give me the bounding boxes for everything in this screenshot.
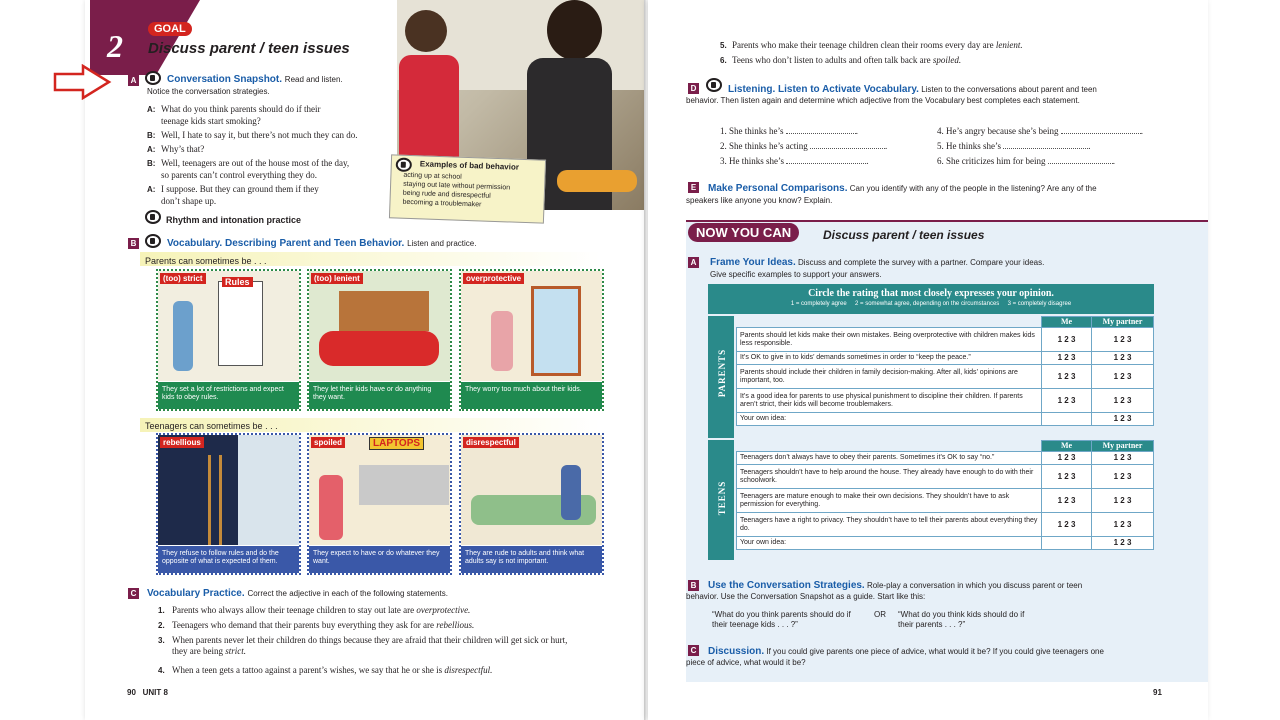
- tag-spoiled: spoiled: [311, 437, 345, 448]
- strategies-label: B: [688, 580, 699, 591]
- caption-strict: They set a lot of restrictions and expect kids to obey rules.: [158, 382, 299, 409]
- section-a-rest: Read and listen.: [284, 75, 343, 84]
- lesson-number: 2: [107, 28, 123, 64]
- bad-behavior-callout: [389, 154, 546, 223]
- rating-partner[interactable]: 1 2 3: [1092, 452, 1154, 465]
- section-e-text: Make Personal Comparisons. Can you identify with any of the people in the listening? Are any of the speakers like anyone you know? Explain.: [686, 183, 1097, 205]
- answer-blank[interactable]: [786, 163, 866, 164]
- caption-disrespectful: They are rude to adults and think what adults say is not important.: [461, 546, 602, 573]
- tag-rebellious: rebellious: [160, 437, 204, 448]
- rating-partner[interactable]: 1 2 3: [1092, 489, 1154, 513]
- rating-partner[interactable]: 1 2 3: [1092, 365, 1154, 389]
- caption-overprotective: They worry too much about their kids.: [461, 382, 602, 409]
- rating-partner[interactable]: 1 2 3: [1092, 352, 1154, 365]
- section-c-label: C: [128, 588, 139, 599]
- vocab-card-strict: Rules (too) strict They set a lot of restrictions and expect kids to obey rules.: [156, 269, 301, 411]
- survey-row: Teenagers are mature enough to make their own decisions. They shouldn’t have to ask permission for everything. 1 2 3 1 2 3: [737, 489, 1154, 513]
- rating-partner[interactable]: 1 2 3: [1092, 413, 1154, 426]
- section-b-label: B: [128, 238, 139, 249]
- starter-kids: “What do you think kids should do if their parents . . . ?”: [898, 610, 1025, 629]
- survey-row: It’s a good idea for parents to use physical punishment to discipline their children. If parents aren’t strict, their kids will become troublemakers. 1 2 3 1 2 3: [737, 389, 1154, 413]
- survey-row: Parents should include their children in family decision-making. After all, kids’ opinions are important, too. 1 2 3 1 2 3: [737, 365, 1154, 389]
- audio-icon[interactable]: [145, 234, 161, 248]
- conversation-snapshot: A: What do you think parents should do if their teenage kids start smoking? B: Well, I hate to say it, but there’s not much they can do. A: Why’s that? B: Well, teenagers are out of the house most of the day, so parents can’t control everything they do. A: I suppose. But they can ground them if they don’t shape up.: [147, 104, 358, 206]
- page-footer-left: 90 UNIT 8: [127, 688, 168, 697]
- teens-heading: Teenagers can sometimes be . . .: [145, 421, 278, 431]
- section-a-title: Conversation Snapshot.: [167, 74, 283, 85]
- caption-rebellious: They refuse to follow rules and do the opposite of what is expected of them.: [158, 546, 299, 573]
- listening-item: 6. She criticizes him for being .: [937, 156, 1115, 166]
- survey-row: Your own idea: 1 2 3: [737, 413, 1154, 426]
- frame-title: Frame Your Ideas.: [710, 257, 796, 268]
- callout-item: staying out late without permission: [403, 180, 511, 192]
- right-page: 5. Parents who make their teenage children clean their rooms every day are lenient. 6. Teens who don’t listen to adults and often talk back are spoiled. D Listening. Listen to Activate Vocabulary. Listen to the conversations about parent and teen behavior. Then listen again and determine which adjective from the Vocabulary best completes each statement. 1. She thinks he’s . 2. She thinks he’s acting . 3. He thinks she’s . 4. He’s angry because she’s being . 5. He thinks she’s . 6. She criticizes him for being . E Make Personal Comparisons. Can you identify with any of the people in the listening? Are any of the speakers like anyone you know? Explain. NOW YOU CAN Discuss parent / teen issues A Frame Your Ideas. Discuss and complete the survey with a partner. Compare your ideas. Give specific examples to support your answers. Circle the rating that most closely expresses your opinion. 1 = completely agree 2 = somewhat agree, depending on the circumstances 3 = completely disagree PARENTS Me My partner Parents should let kids make their own mistakes. Being overprotective with children makes kids less responsible. 1 2 3 1 2 3 It’s OK to give in to kids’ demands sometimes in order to “keep the peace.” 1 2 3 1 2 3 Parents should include their children in family decision-making. After all, kids’ opinions are important, too. 1 2 3 1 2 3 It’s a good idea for parents to use physical punishment to discipline their children. If parents aren’t strict, their kids will become troublemakers. 1 2 3 1 2 3 Your own idea: 1 2 3 TEENS Me My partner Teenagers don’t always have to obey their parents. Sometimes it’s OK to say “no.” 1 2 3 1 2 3 Teenagers shouldn’t have to help around the house. They already have enough to do with their schoolwork. 1 2 3 1 2 3 Teenagers are mature enough to make their own decisions. They shouldn’t have to ask permission for everything. 1 2 3 1 2 3 Teenagers have a right to privacy. They shouldn’t have to tell their parents about everything they do. 1 2 3 1 2 3 Your own idea: 1 2 3 B Use the Conversation Strategies. Role-play a conversation in which you discuss parent or teen behavior. Use the Conversation Snapshot as a guide. Start like this: “What do you think parents should do if their teenage kids . . . ?” OR “What do you think kids should do if their parents . . . ?” C Discussion. If you could give parents one piece of advice, what would it be? If you could give teenagers one piece of advice, what would it be? 91: [648, 0, 1208, 720]
- callout-item: becoming a troublemaker: [402, 198, 482, 209]
- rating-me[interactable]: 1 2 3: [1042, 452, 1092, 465]
- rating-partner[interactable]: 1 2 3: [1092, 389, 1154, 413]
- section-d-label: D: [688, 83, 699, 94]
- rating-partner[interactable]: 1 2 3: [1092, 537, 1154, 550]
- survey-row: Teenagers have a right to privacy. They shouldn’t have to tell their parents about everything they do. 1 2 3 1 2 3: [737, 513, 1154, 537]
- answer-blank[interactable]: [1061, 133, 1141, 134]
- starter-or: OR: [874, 610, 886, 619]
- rating-partner[interactable]: 1 2 3: [1092, 328, 1154, 352]
- vocab-card-overprotective: [459, 269, 604, 411]
- tag-disrespectful: disrespectful: [463, 437, 519, 448]
- survey-row: Teenagers shouldn’t have to help around the house. They already have enough to do with their schoolwork. 1 2 3 1 2 3: [737, 465, 1154, 489]
- section-e-label: E: [688, 182, 699, 193]
- parents-heading: Parents can sometimes be . . .: [145, 256, 267, 266]
- caption-lenient: They let their kids have or do anything they want.: [309, 382, 450, 409]
- rating-me-blank[interactable]: [1042, 413, 1092, 426]
- rating-me[interactable]: 1 2 3: [1042, 352, 1092, 365]
- tag-overprotective: overprotective: [463, 273, 524, 284]
- vocab-card-spoiled: LAPTOPS spoiled They expect to have or do whatever they want.: [307, 433, 452, 575]
- rating-me[interactable]: 1 2 3: [1042, 513, 1092, 537]
- listening-item: 1. She thinks he’s .: [720, 126, 859, 136]
- tag-lenient: (too) lenient: [311, 273, 363, 284]
- callout-item: acting up at school: [403, 171, 462, 181]
- listening-item: 3. He thinks she’s .: [720, 156, 869, 166]
- rating-partner[interactable]: 1 2 3: [1092, 465, 1154, 489]
- rating-partner[interactable]: 1 2 3: [1092, 513, 1154, 537]
- practice-list: 1. Parents who always allow their teenage children to stay out late are overprotective. 2. Teenagers who demand that their parents buy everything they ask for are rebellious. 3. When parents never let their children do things because they are afraid that their children will get sick or hurt, they are being strict. 4. When a teen gets a tattoo against a parent’s wishes, we say that he or she is disrespectful.: [158, 605, 568, 675]
- starter-parents: “What do you think parents should do if their teenage kids . . . ?”: [712, 610, 851, 629]
- frame-sub: Give specific examples to support your answers.: [710, 270, 882, 279]
- vocab-card-disrespectful: [459, 433, 604, 575]
- now-you-can-title: Discuss parent / teen issues: [823, 228, 985, 242]
- tag-strict: (too) strict: [160, 273, 206, 284]
- answer-blank[interactable]: [1048, 163, 1113, 164]
- answer-blank[interactable]: [810, 148, 885, 149]
- section-a-label: A: [128, 75, 139, 86]
- listening-item: 5. He thinks she’s .: [937, 141, 1091, 151]
- section-b-title: Vocabulary. Describing Parent and Teen Behavior.: [167, 238, 405, 249]
- teens-side-label: TEENS: [717, 480, 727, 516]
- left-page: 2 GOAL Discuss parent / teen issues Examples of bad behavior acting up at school staying out late without permission being rude and disrespectful becoming a troublemaker A Conversation Snapshot. Read and listen. Notice the conversation strategies. A: What do you think parents should do if their teenage kids start smoking? B: Well, I hate to say it, but there’s not much they can do. A: Why’s that? B: Well, teenagers are out of the house most of the day, so parents can’t control everything they do. A: I suppose. But they can ground them if they don’t shape up. Rhythm and intonation practice B Vocabulary. Describing Parent and Teen Behavior. Listen and practice. Parents can sometimes be . . . Rules (too) strict They set a lot of restrictions and expect kids to obey rules. (too) lenient They let their kids have or do anything they want. overprotective They worry too much about their kids. Teenagers can sometimes be . . . rebellious They refuse to follow rules and do the opposite of what is expected of them. LAPTOPS spoiled They expect to have or do whatever they want. disrespectful They are rude to adults and think what adults say is not important. C Vocabulary Practice. Correct the adjective in each of the following statements. 1. Parents who always allow their teenage children to stay out late are overprotective. 2. Teenagers who demand that their parents buy everything they ask for are rebellious. 3. When parents never let their children do things because they are afraid that their children will get sick or hurt, they are being strict. 4. When a teen gets a tattoo against a parent’s wishes, we say that he or she is disrespectful. 90 UNIT 8: [85, 0, 645, 720]
- discussion-text: Discussion. If you could give parents one piece of advice, what would it be? If you could give teenagers one piece of advice, what would it be?: [686, 646, 1104, 667]
- now-you-can-badge: NOW YOU CAN: [688, 223, 799, 242]
- vocab-card-rebellious: [156, 433, 301, 575]
- survey-row: Teenagers don’t always have to obey their parents. Sometimes it’s OK to say “no.” 1 2 3 1 2 3: [737, 452, 1154, 465]
- strategies-text: Use the Conversation Strategies. Role-play a conversation in which you discuss parent or teen behavior. Use the Conversation Snapshot as a guide. Start like this:: [686, 580, 1083, 601]
- answer-blank[interactable]: [1003, 148, 1088, 149]
- answer-blank[interactable]: [786, 133, 856, 134]
- caption-spoiled: They expect to have or do whatever they want.: [309, 546, 450, 573]
- audio-icon[interactable]: [145, 71, 161, 85]
- discussion-label: C: [688, 645, 699, 656]
- listening-item: 4. He’s angry because she’s being .: [937, 126, 1143, 136]
- page-footer-right: 91: [1153, 688, 1162, 697]
- survey-header: Circle the rating that most closely expresses your opinion. 1 = completely agree 2 = somewhat agree, depending on the circumstances 3 = completely disagree: [708, 284, 1154, 314]
- rating-me[interactable]: 1 2 3: [1042, 389, 1092, 413]
- vocab-card-lenient: [307, 269, 452, 411]
- callout-item: being rude and disrespectful: [402, 189, 491, 200]
- audio-icon[interactable]: [145, 210, 161, 224]
- survey-row: Parents should let kids make their own mistakes. Being overprotective with children makes kids less responsible. 1 2 3 1 2 3: [737, 328, 1154, 352]
- section-d-text: Listening. Listen to Activate Vocabulary. Listen to the conversations about parent and teen behavior. Then listen again and determine which adjective from the Vocabulary best completes each statement.: [686, 84, 1097, 105]
- listening-item: 2. She thinks he’s acting .: [720, 141, 888, 151]
- rating-me[interactable]: 1 2 3: [1042, 465, 1092, 489]
- section-a-sub: Notice the conversation strategies.: [147, 87, 270, 96]
- survey-teens-table: Me My partner Teenagers don’t always have to obey their parents. Sometimes it’s OK to say “no.” 1 2 3 1 2 3 Teenagers shouldn’t have to help around the house. They already have enough to do with their schoolwork. 1 2 3 1 2 3 Teenagers are mature enough to make their own decisions. They shouldn’t have to ask permission for everything. 1 2 3 1 2 3 Teenagers have a right to privacy. They shouldn’t have to tell their parents about everything they do. 1 2 3 1 2 3 Your own idea: 1 2 3: [736, 440, 1154, 550]
- rating-me[interactable]: 1 2 3: [1042, 328, 1092, 352]
- goal-badge: GOAL: [148, 22, 192, 36]
- rhythm-practice: Rhythm and intonation practice: [166, 215, 302, 225]
- callout-title: Examples of bad behavior: [419, 159, 520, 172]
- rating-me-blank[interactable]: [1042, 537, 1092, 550]
- parents-side-label: PARENTS: [717, 348, 727, 398]
- rating-me[interactable]: 1 2 3: [1042, 489, 1092, 513]
- survey-row: It’s OK to give in to kids’ demands sometimes in order to “keep the peace.” 1 2 3 1 2 3: [737, 352, 1154, 365]
- frame-label: A: [688, 257, 699, 268]
- survey-parents-table: Me My partner Parents should let kids make their own mistakes. Being overprotective with children makes kids less responsible. 1 2 3 1 2 3 It’s OK to give in to kids’ demands sometimes in order to “keep the peace.” 1 2 3 1 2 3 Parents should include their children in family decision-making. After all, kids’ opinions are important, too. 1 2 3 1 2 3 It’s a good idea for parents to use physical punishment to discipline their children. If parents aren’t strict, their kids will become troublemakers. 1 2 3 1 2 3 Your own idea: 1 2 3: [736, 316, 1154, 426]
- survey-row: Your own idea: 1 2 3: [737, 537, 1154, 550]
- audio-icon[interactable]: [396, 157, 412, 172]
- section-c-title: Vocabulary Practice.: [147, 588, 245, 599]
- rating-me[interactable]: 1 2 3: [1042, 365, 1092, 389]
- goal-title: Discuss parent / teen issues: [148, 40, 350, 57]
- arrow-pointer-icon: [53, 64, 113, 100]
